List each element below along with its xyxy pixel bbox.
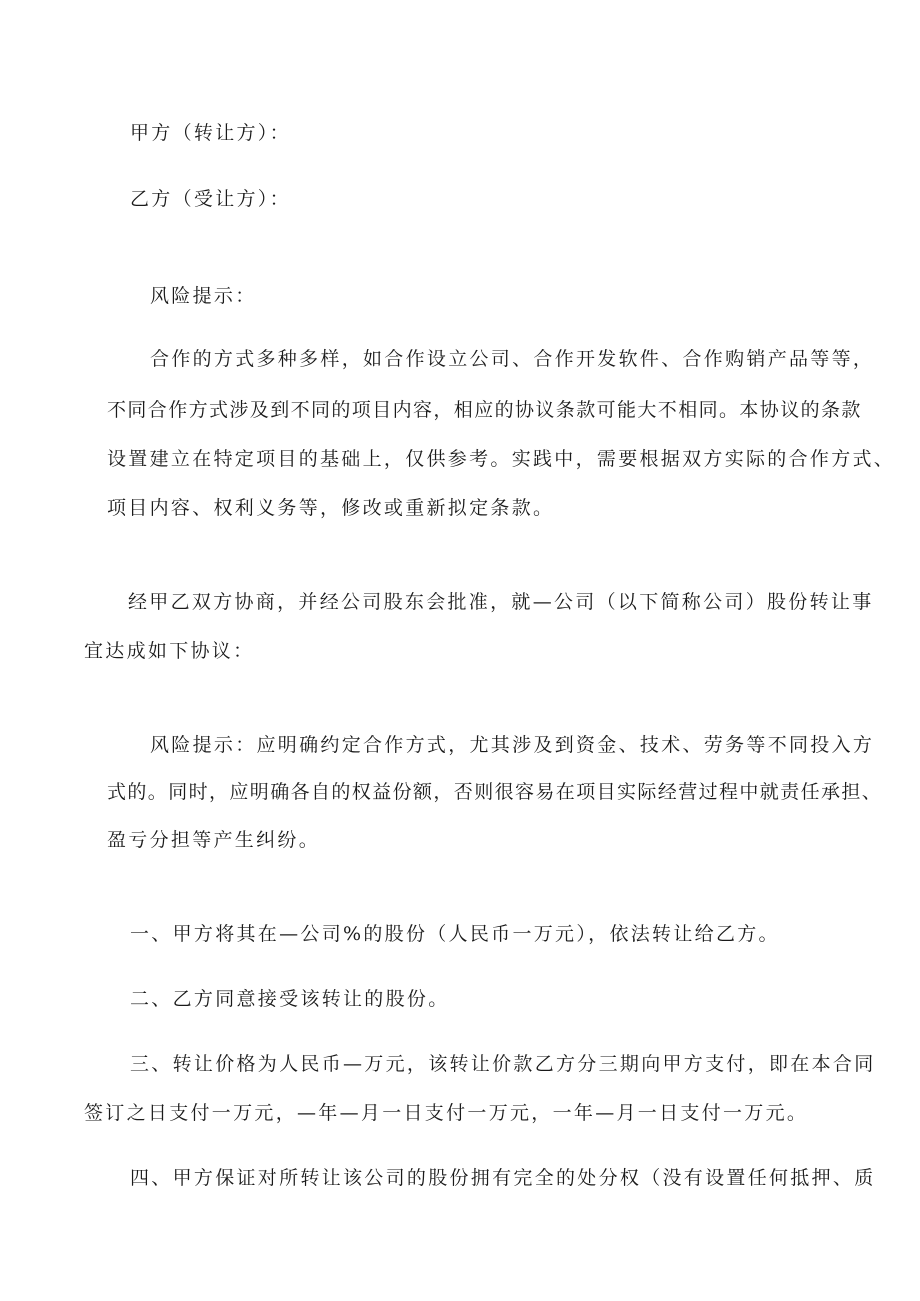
risk-note-2-line: 风险提示：应明确约定合作方式，尤其涉及到资金、技术、劳务等不同投入方 bbox=[150, 734, 875, 756]
clause-2: 二、乙方同意接受该转让的股份。 bbox=[130, 988, 450, 1010]
risk-note-1-line: 合作的方式多种多样，如合作设立公司、合作开发软件、合作购销产品等等， bbox=[150, 348, 875, 370]
clause-3-line: 签订之日支付一万元，—年—月一日支付一万元，一年—月一日支付一万元。 bbox=[84, 1102, 809, 1124]
party-a-label: 甲方（转让方）： bbox=[130, 122, 291, 144]
risk-note-2-line: 盈亏分担等产生纠纷。 bbox=[107, 829, 321, 851]
clause-3-line: 三、转让价格为人民币—万元，该转让价款乙方分三期向甲方支付，即在本合同 bbox=[130, 1053, 876, 1075]
risk-note-2-line: 式的。同时，应明确各自的权益份额，否则很容易在项目实际经营过程中就责任承担、 bbox=[107, 781, 883, 803]
risk-note-1-line: 设置建立在特定项目的基础上，仅供参考。实践中，需要根据双方实际的合作方式、 bbox=[107, 448, 896, 470]
party-b-label: 乙方（受让方）： bbox=[130, 188, 291, 210]
risk-note-1-line: 不同合作方式涉及到不同的项目内容，相应的协议条款可能大不相同。本协议的条款 bbox=[107, 399, 862, 421]
preamble-line: 经甲乙双方协商，并经公司股东会批准，就—公司（以下简称公司）股份转让事 bbox=[128, 591, 874, 613]
risk-note-1-heading: 风险提示： bbox=[150, 285, 257, 307]
clause-4: 四、甲方保证对所转让该公司的股份拥有完全的处分权（没有设置任何抵押、质 bbox=[130, 1167, 876, 1189]
risk-note-1-line: 项目内容、权利义务等，修改或重新拟定条款。 bbox=[107, 497, 555, 519]
clause-1: 一、甲方将其在—公司%的股份（人民币一万元），依法转让给乙方。 bbox=[130, 923, 780, 945]
preamble-line: 宜达成如下协议： bbox=[84, 640, 255, 662]
